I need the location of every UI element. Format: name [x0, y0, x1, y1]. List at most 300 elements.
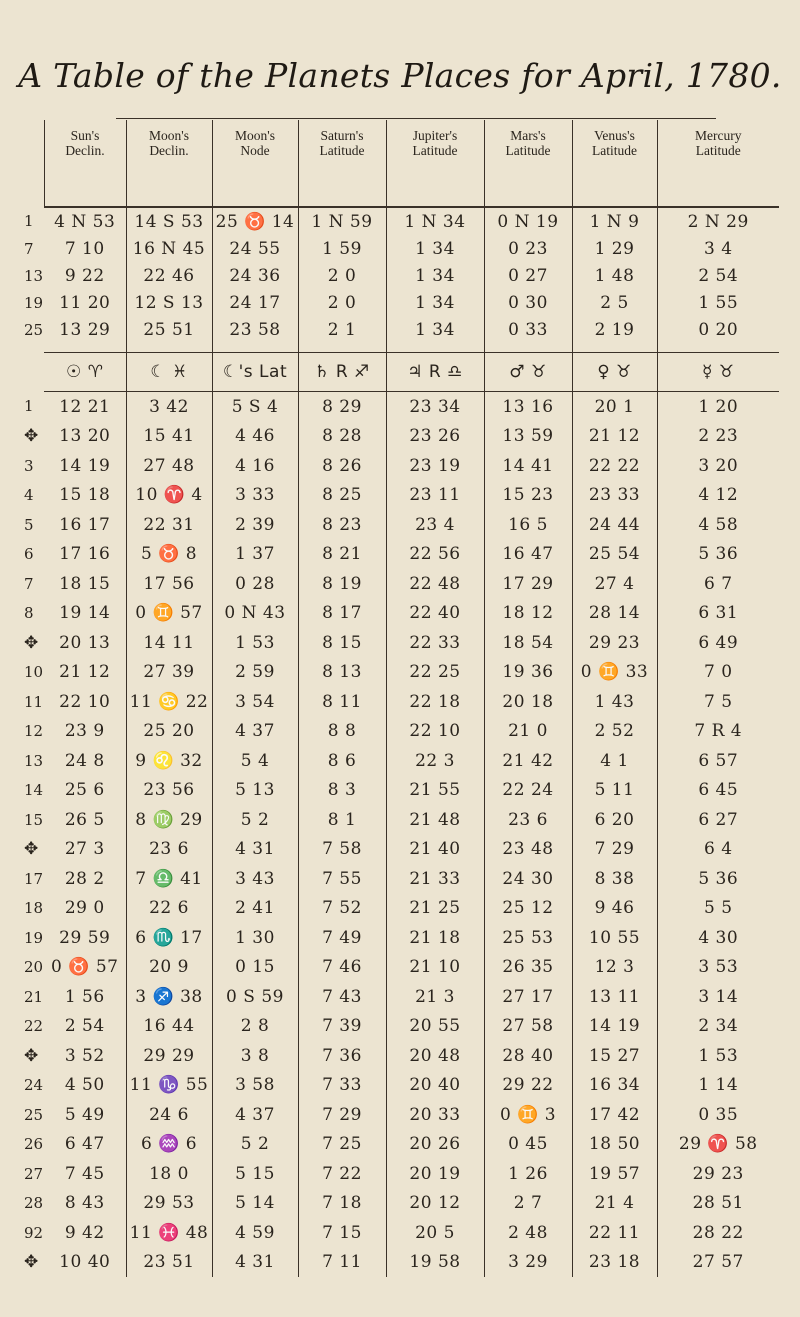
table-row — [24, 317, 779, 344]
table-cell: 0 ♊ 33 — [572, 657, 657, 687]
table-cell: 27 4 — [572, 569, 657, 599]
table-cell: 13 59 — [484, 421, 572, 451]
table-cell: 8 8 — [298, 716, 386, 746]
table-cell: 16 N 45 — [126, 235, 212, 262]
divider-cell — [126, 344, 212, 353]
table-cell: 25 53 — [484, 923, 572, 953]
table-cell: 0 15 — [212, 952, 298, 982]
table-cell: 21 12 — [572, 421, 657, 451]
table-cell: 12 21 — [44, 391, 126, 421]
day-label: 24 — [24, 1076, 44, 1095]
table-cell: 5 11 — [572, 775, 657, 805]
table-cell: 1 34 — [386, 262, 484, 289]
table-cell: 7 18 — [298, 1188, 386, 1218]
table-cell: 7 5 — [703, 691, 733, 712]
table-cell: 8 26 — [298, 451, 386, 481]
table-cell: 1 26 — [484, 1159, 572, 1189]
table-cell: 0 45 — [484, 1129, 572, 1159]
table-cell: 0 20 — [698, 320, 739, 341]
table-row — [24, 687, 779, 717]
table-row — [24, 1188, 779, 1218]
table-cell: 2 54 — [44, 1011, 126, 1041]
table-cell: 7 ♎ 41 — [126, 864, 212, 894]
table-cell: 4 37 — [212, 1100, 298, 1130]
table-cell: 23 11 — [386, 480, 484, 510]
table-cell: 11 ♑ 55 — [126, 1070, 212, 1100]
table-cell: 2 19 — [572, 317, 657, 344]
table-cell: 22 46 — [126, 262, 212, 289]
table-row — [24, 1247, 779, 1277]
table-cell: 7 33 — [298, 1070, 386, 1100]
table-cell: 1 14 — [698, 1075, 739, 1096]
table-cell: 18 12 — [484, 598, 572, 628]
table-cell: 0 ♉ 57 — [44, 952, 126, 982]
table-cell: 29 0 — [44, 893, 126, 923]
divider-cell — [298, 344, 386, 353]
column-header-5: Jupiter's Latitude — [386, 120, 484, 207]
table-cell: 6 45 — [698, 780, 739, 801]
table-cell: 0 33 — [484, 317, 572, 344]
table-row — [24, 805, 779, 835]
table-cell: 18 54 — [484, 628, 572, 658]
day-label: 21 — [24, 987, 44, 1006]
table-cell: 0 ♊ 3 — [484, 1100, 572, 1130]
table-cell: 23 48 — [484, 834, 572, 864]
table-cell: 5 15 — [212, 1159, 298, 1189]
table-cell: 5 36 — [698, 544, 739, 565]
table-cell: 7 11 — [298, 1247, 386, 1277]
day-label: 27 — [24, 1164, 44, 1183]
table-cell: 23 6 — [126, 834, 212, 864]
table-cell: 7 43 — [298, 982, 386, 1012]
table-cell: 10 ♈ 4 — [126, 480, 212, 510]
table-cell: 16 47 — [484, 539, 572, 569]
day-label: ✥ — [24, 839, 39, 860]
day-label: 17 — [24, 869, 44, 888]
divider-cell — [484, 344, 572, 353]
table-row — [24, 207, 779, 235]
table-cell: 5 14 — [212, 1188, 298, 1218]
table-cell: 22 22 — [572, 451, 657, 481]
table-cell: 11 ♓ 48 — [126, 1218, 212, 1248]
table-cell: 7 55 — [298, 864, 386, 894]
table-cell: 20 19 — [386, 1159, 484, 1189]
table-cell: 7 0 — [703, 662, 733, 683]
table-cell: 23 56 — [126, 775, 212, 805]
table-cell: 7 22 — [298, 1159, 386, 1189]
table-cell: 24 44 — [572, 510, 657, 540]
day-label: 7 — [24, 239, 34, 258]
table-row — [24, 1011, 779, 1041]
table-cell: 8 11 — [298, 687, 386, 717]
table-cell: 16 5 — [484, 510, 572, 540]
table-row — [24, 1159, 779, 1189]
table-cell: 5 4 — [212, 746, 298, 776]
table-cell: 7 10 — [44, 235, 126, 262]
table-cell: 4 1 — [572, 746, 657, 776]
day-label: 6 — [24, 545, 34, 564]
table-cell: 1 56 — [44, 982, 126, 1012]
table-cell: 8 43 — [44, 1188, 126, 1218]
table-cell: 16 17 — [44, 510, 126, 540]
table-cell: 20 55 — [386, 1011, 484, 1041]
table-cell: 8 13 — [298, 657, 386, 687]
day-label: ✥ — [24, 1045, 39, 1066]
table-cell: 23 6 — [484, 805, 572, 835]
day-label: 11 — [24, 692, 44, 711]
table-cell: 9 42 — [44, 1218, 126, 1248]
divider-cell — [212, 344, 298, 353]
table-cell: 5 ♉ 8 — [126, 539, 212, 569]
table-row — [24, 569, 779, 599]
table-cell: 2 8 — [212, 1011, 298, 1041]
table-cell: 2 41 — [212, 893, 298, 923]
table-cell: 2 48 — [484, 1218, 572, 1248]
day-label: ✥ — [24, 1252, 39, 1273]
table-cell: 23 19 — [386, 451, 484, 481]
table-cell: 0 ♊ 57 — [126, 598, 212, 628]
table-cell: 21 4 — [572, 1188, 657, 1218]
table-cell: 3 53 — [698, 957, 739, 978]
day-label: 14 — [24, 781, 44, 800]
table-cell: 5 13 — [212, 775, 298, 805]
table-cell: 1 55 — [698, 293, 739, 314]
table-cell: 1 34 — [386, 235, 484, 262]
table-cell: 6 7 — [703, 573, 733, 594]
table-cell: 22 40 — [386, 598, 484, 628]
table-cell: 19 58 — [386, 1247, 484, 1277]
table-row — [24, 1070, 779, 1100]
table-cell: 6 27 — [698, 809, 739, 830]
table-cell: 21 48 — [386, 805, 484, 835]
day-label: 15 — [24, 810, 44, 829]
table-cell: 21 18 — [386, 923, 484, 953]
table-cell: 20 48 — [386, 1041, 484, 1071]
column-header-4: Saturn's Latitude — [298, 120, 386, 207]
table-row — [24, 923, 779, 953]
table-cell: 29 59 — [44, 923, 126, 953]
table-cell: 20 40 — [386, 1070, 484, 1100]
table-cell: 3 42 — [126, 391, 212, 421]
day-label: 10 — [24, 663, 44, 682]
table-cell: 28 40 — [484, 1041, 572, 1071]
table-cell: 3 8 — [212, 1041, 298, 1071]
top-rule — [116, 118, 716, 119]
day-label: 8 — [24, 604, 34, 623]
table-row — [24, 391, 779, 421]
table-cell: 3 52 — [44, 1041, 126, 1071]
table-row — [24, 598, 779, 628]
table-cell: 6 ♒ 6 — [126, 1129, 212, 1159]
table-cell: 17 56 — [126, 569, 212, 599]
table-cell: 7 49 — [298, 923, 386, 953]
table-cell: 22 25 — [386, 657, 484, 687]
table-cell: 21 12 — [44, 657, 126, 687]
table-cell: 14 11 — [126, 628, 212, 658]
table-cell: 7 39 — [298, 1011, 386, 1041]
table-cell: 6 57 — [698, 750, 739, 771]
table-cell: 27 3 — [44, 834, 126, 864]
day-label: 7 — [24, 574, 34, 593]
table-cell: 7 58 — [298, 834, 386, 864]
longitude-header-row — [24, 352, 779, 391]
table-cell: 21 40 — [386, 834, 484, 864]
table-cell: 24 36 — [212, 262, 298, 289]
table-cell: 8 3 — [298, 775, 386, 805]
table-cell: 7 36 — [298, 1041, 386, 1071]
table-cell: 21 25 — [386, 893, 484, 923]
table-row — [24, 290, 779, 317]
table-cell: 1 N 34 — [386, 207, 484, 235]
table-cell: 20 5 — [386, 1218, 484, 1248]
table-row — [24, 628, 779, 658]
table-cell: 3 58 — [212, 1070, 298, 1100]
table-cell: 21 42 — [484, 746, 572, 776]
table-row — [24, 539, 779, 569]
table-cell: 29 29 — [126, 1041, 212, 1071]
table-row — [24, 864, 779, 894]
table-cell: 1 48 — [572, 262, 657, 289]
table-cell: 6 49 — [698, 632, 739, 653]
table-cell: 9 22 — [44, 262, 126, 289]
table-cell: 0 S 59 — [212, 982, 298, 1012]
table-cell: 4 31 — [212, 1247, 298, 1277]
day-label: 18 — [24, 899, 44, 918]
divider-cell — [386, 344, 484, 353]
table-row — [24, 716, 779, 746]
table-cell: 22 11 — [572, 1218, 657, 1248]
table-cell: 2 0 — [298, 290, 386, 317]
table-cell: 29 ♈ 58 — [678, 1134, 758, 1155]
table-cell: 6 31 — [698, 603, 739, 624]
table-cell: 2 39 — [212, 510, 298, 540]
table-cell: 20 33 — [386, 1100, 484, 1130]
table-cell: 17 42 — [572, 1100, 657, 1130]
table-cell: 4 N 53 — [44, 207, 126, 235]
table-cell: 16 44 — [126, 1011, 212, 1041]
day-label: 1 — [24, 212, 34, 231]
table-cell: 12 3 — [572, 952, 657, 982]
table-cell: 23 9 — [44, 716, 126, 746]
table-cell: 22 10 — [44, 687, 126, 717]
table-cell: 25 ♉ 14 — [212, 207, 298, 235]
table-cell: 29 23 — [572, 628, 657, 658]
day-label: 3 — [24, 456, 34, 475]
column-header-8: Mercury Latitude — [657, 120, 779, 207]
table-cell: 20 26 — [386, 1129, 484, 1159]
table-cell: 4 12 — [698, 485, 739, 506]
day-label — [24, 352, 44, 391]
table-cell: 3 4 — [703, 238, 733, 259]
table-cell: 2 1 — [298, 317, 386, 344]
table-cell: 5 49 — [44, 1100, 126, 1130]
table-cell: 0 23 — [484, 235, 572, 262]
day-label: 13 — [24, 751, 44, 770]
table-cell: 16 34 — [572, 1070, 657, 1100]
table-cell: 11 ♋ 22 — [126, 687, 212, 717]
table-cell: 28 14 — [572, 598, 657, 628]
table-cell: 20 13 — [44, 628, 126, 658]
table-cell: 22 31 — [126, 510, 212, 540]
table-cell: 0 N 43 — [212, 598, 298, 628]
table-cell: 1 20 — [698, 396, 739, 417]
table-cell: 25 54 — [572, 539, 657, 569]
table-cell: 8 ♍ 29 — [126, 805, 212, 835]
table-cell: 3 ♐ 38 — [126, 982, 212, 1012]
table-row — [24, 1041, 779, 1071]
table-cell: 23 4 — [386, 510, 484, 540]
table-row — [24, 893, 779, 923]
table-cell: 8 15 — [298, 628, 386, 658]
table-cell: 13 16 — [484, 391, 572, 421]
column-header-2: Moon's Declin. — [126, 120, 212, 207]
column-header-7: Venus's Latitude — [572, 120, 657, 207]
table-cell: 8 21 — [298, 539, 386, 569]
table-cell: 7 29 — [572, 834, 657, 864]
table-cell: 15 27 — [572, 1041, 657, 1071]
table-cell: 1 43 — [572, 687, 657, 717]
table-cell: 15 41 — [126, 421, 212, 451]
table-cell: 20 18 — [484, 687, 572, 717]
table-cell: 24 30 — [484, 864, 572, 894]
table-row — [24, 235, 779, 262]
table-cell: 4 58 — [698, 514, 739, 535]
table-cell: 2 0 — [298, 262, 386, 289]
table-cell: 0 28 — [212, 569, 298, 599]
table-cell: 22 6 — [126, 893, 212, 923]
table-cell: 14 19 — [44, 451, 126, 481]
table-cell: 25 6 — [44, 775, 126, 805]
page-title: A Table of the Planets Places for April, 1780. — [18, 56, 782, 95]
longitude-header-3: ☾'s Lat — [212, 352, 298, 391]
table-cell: 27 17 — [484, 982, 572, 1012]
table-cell: 7 R 4 — [694, 721, 743, 742]
table-cell: 21 55 — [386, 775, 484, 805]
table-cell: 10 55 — [572, 923, 657, 953]
table-cell: 26 35 — [484, 952, 572, 982]
table-cell: 15 23 — [484, 480, 572, 510]
table-cell: 0 N 19 — [484, 207, 572, 235]
table-cell: 8 28 — [298, 421, 386, 451]
table-cell: 0 30 — [484, 290, 572, 317]
table-cell: 8 17 — [298, 598, 386, 628]
day-label: 13 — [24, 266, 44, 285]
longitude-header-4: ♄ R ♐ — [298, 352, 386, 391]
longitude-header-2: ☾ ♓ — [126, 352, 212, 391]
table-cell: 7 15 — [298, 1218, 386, 1248]
planet-table — [24, 120, 779, 1277]
table-cell: 1 34 — [386, 290, 484, 317]
day-label: 28 — [24, 1194, 44, 1213]
day-label: 22 — [24, 1017, 44, 1036]
table-cell: 22 18 — [386, 687, 484, 717]
column-header-1: Sun's Declin. — [44, 120, 126, 207]
day-label: 92 — [24, 1223, 44, 1242]
day-label: ✥ — [24, 632, 39, 653]
table-cell: 29 23 — [692, 1163, 744, 1184]
day-label: 12 — [24, 722, 44, 741]
table-cell: 6 4 — [703, 839, 733, 860]
table-cell: 25 51 — [126, 317, 212, 344]
table-cell: 17 29 — [484, 569, 572, 599]
table-cell: 26 5 — [44, 805, 126, 835]
table-cell: 5 2 — [212, 805, 298, 835]
table-cell: 5 5 — [703, 898, 733, 919]
table-cell: 3 33 — [212, 480, 298, 510]
table-body — [24, 207, 779, 1277]
table-row — [24, 746, 779, 776]
table-cell: 23 26 — [386, 421, 484, 451]
table-cell: 14 19 — [572, 1011, 657, 1041]
table-cell: 20 9 — [126, 952, 212, 982]
table-cell: 9 ♌ 32 — [126, 746, 212, 776]
table-cell: 22 10 — [386, 716, 484, 746]
day-column-header — [24, 120, 44, 207]
table-cell: 20 12 — [386, 1188, 484, 1218]
divider-cell — [572, 344, 657, 353]
table-cell: 22 33 — [386, 628, 484, 658]
table-cell: 24 55 — [212, 235, 298, 262]
column-header-6: Mars's Latitude — [484, 120, 572, 207]
table-cell: 21 10 — [386, 952, 484, 982]
table-cell: 8 23 — [298, 510, 386, 540]
table-cell: 23 33 — [572, 480, 657, 510]
table-cell: 15 18 — [44, 480, 126, 510]
table-cell: 1 30 — [212, 923, 298, 953]
table-row — [24, 480, 779, 510]
table-cell: 27 39 — [126, 657, 212, 687]
table-cell: 0 27 — [484, 262, 572, 289]
table-cell: 10 40 — [44, 1247, 126, 1277]
day-label: 20 — [24, 958, 44, 977]
table-cell: 4 16 — [212, 451, 298, 481]
divider-cell — [24, 344, 44, 353]
table-cell: 5 2 — [212, 1129, 298, 1159]
table-cell: 4 46 — [212, 421, 298, 451]
table-cell: 4 37 — [212, 716, 298, 746]
table-cell: 28 2 — [44, 864, 126, 894]
table-cell: 18 0 — [126, 1159, 212, 1189]
table-cell: 5 S 4 — [212, 391, 298, 421]
table-row — [24, 1129, 779, 1159]
table-cell: 3 43 — [212, 864, 298, 894]
table-cell: 4 50 — [44, 1070, 126, 1100]
day-label: 19 — [24, 294, 44, 313]
day-label: 19 — [24, 928, 44, 947]
table-cell: 8 1 — [298, 805, 386, 835]
table-cell: 6 ♏ 17 — [126, 923, 212, 953]
table-cell: 19 36 — [484, 657, 572, 687]
table-cell: 13 29 — [44, 317, 126, 344]
section-divider — [24, 344, 779, 353]
divider-cell — [44, 344, 126, 353]
table-cell: 7 46 — [298, 952, 386, 982]
day-label: 26 — [24, 1135, 44, 1154]
table-cell: 0 35 — [698, 1104, 739, 1125]
table-cell: 22 48 — [386, 569, 484, 599]
longitude-header-6: ♂ ♉ — [484, 352, 572, 391]
table-cell: 2 52 — [572, 716, 657, 746]
table-cell: 22 3 — [386, 746, 484, 776]
table-cell: 24 6 — [126, 1100, 212, 1130]
table-cell: 18 15 — [44, 569, 126, 599]
table-cell: 8 29 — [298, 391, 386, 421]
table-cell: 2 54 — [698, 265, 739, 286]
divider-cell — [657, 344, 779, 353]
table-cell: 22 24 — [484, 775, 572, 805]
table-cell: 23 34 — [386, 391, 484, 421]
table-cell: 21 3 — [386, 982, 484, 1012]
